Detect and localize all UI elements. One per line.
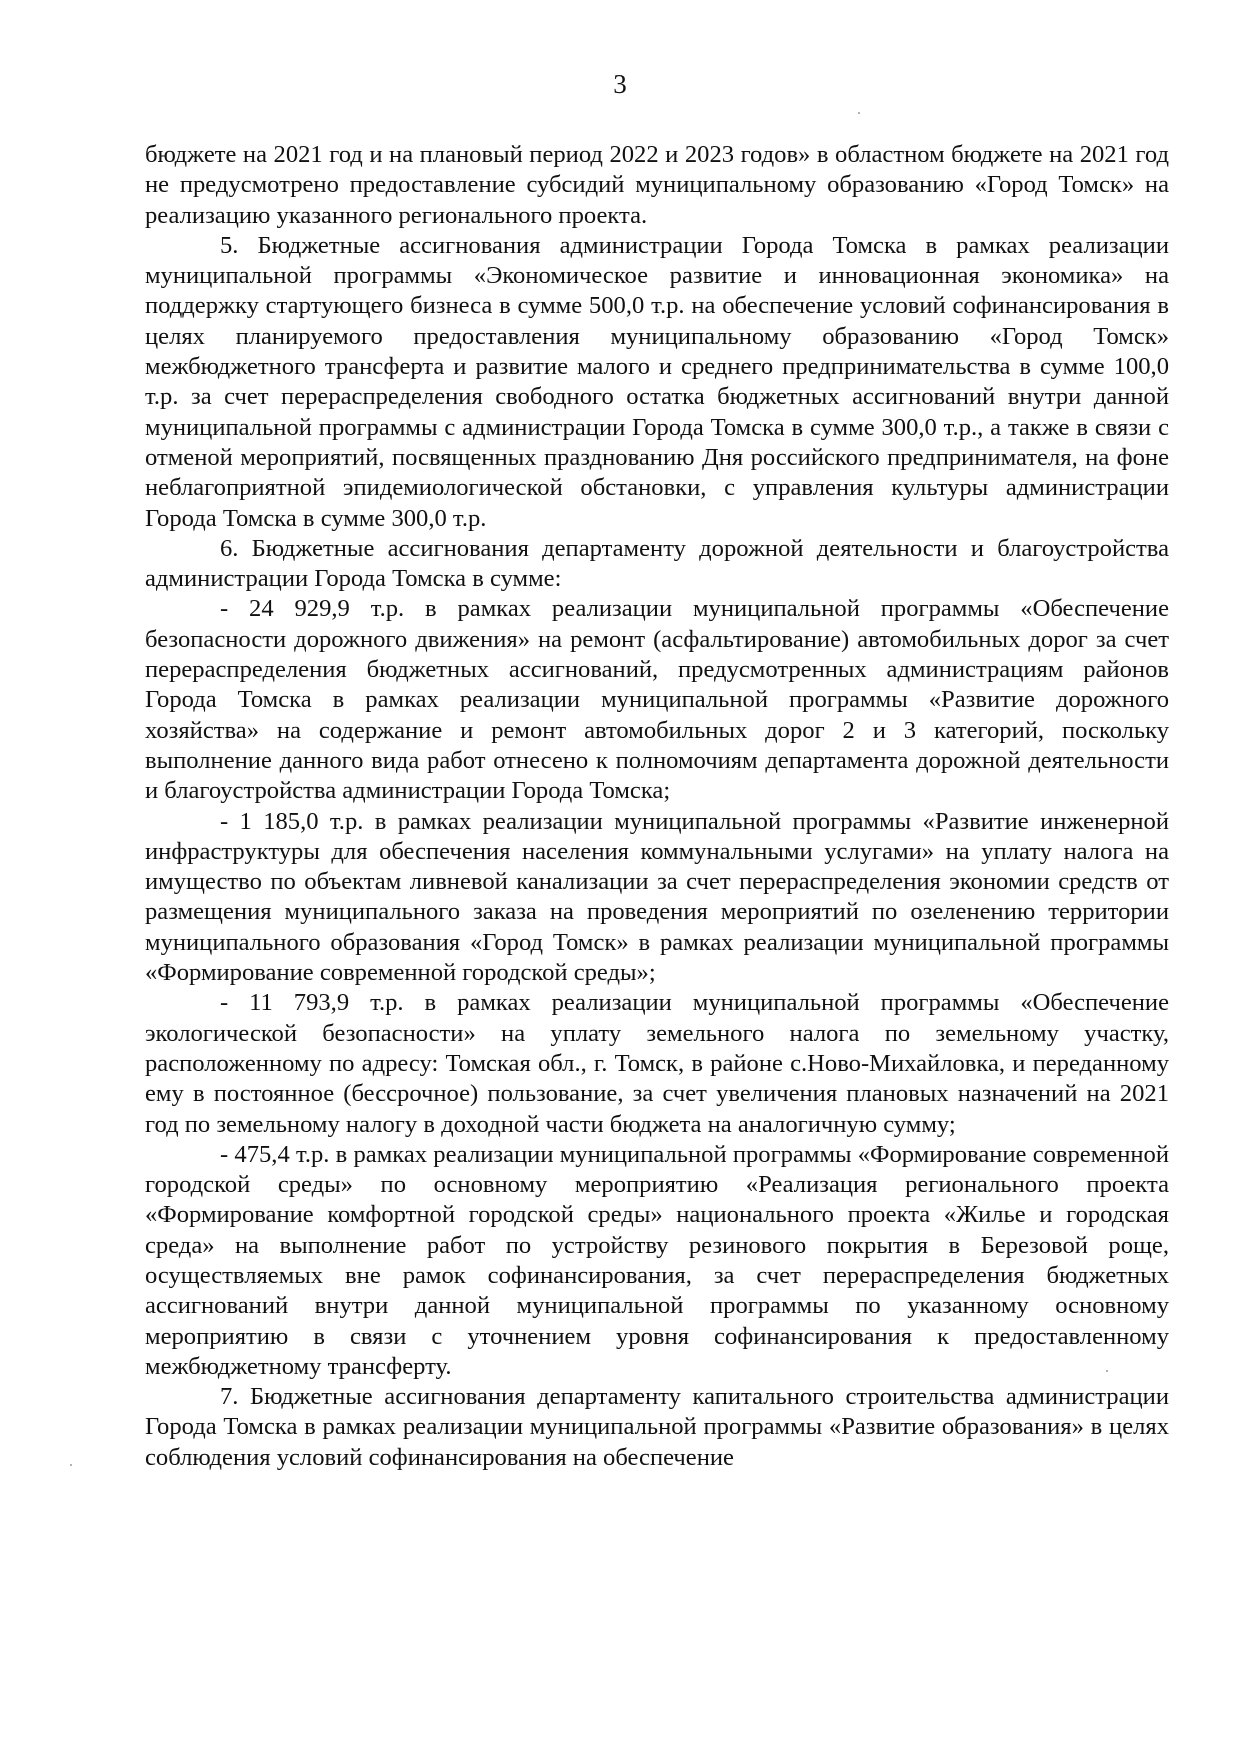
continuation-paragraph: бюджете на 2021 год и на плановый период 2022 и 2023 годов» в областном бюджете на 2021 год не предусмотрено предоставление субсидий муниципальному образованию «Город Томск» на реализацию указанного регионального проекта. — [145, 141, 1169, 229]
paragraph-item-7: 7. Бюджетные ассигнования департаменту капитального строительства администрации Города Томска в рамках реализации муниципальной программы «Развитие образования» в целях соблюдения условий софинансирования на обеспечение — [145, 1383, 1169, 1471]
document-body — [145, 140, 1169, 1473]
scan-speck — [70, 1464, 72, 1466]
list-item-road-repair: - 24 929,9 т.р. в рамках реализации муниципальной программы «Обеспечение безопасности дорожного движения» на ремонт (асфальтирование) автомобильных дорог за счет перераспределения бюджетных ассигнований, предусмотренных администрациям районов Города Томска в рамках реализации муниципальной программы «Развитие дорожного хозяйства» на содержание и ремонт автомобильных дорог 2 и 3 категорий, поскольку выполнение данного вида работ отнесено к полномочиям департамента дорожной деятельности и благоустройства администрации Города Томска; — [145, 595, 1169, 805]
list-item-property-tax: - 1 185,0 т.р. в рамках реализации муниципальной программы «Развитие инженерной инфраструктуры для обеспечения населения коммунальными услугами» на уплату налога на имущество по объектам ливневой канализации за счет перераспределения экономии средств от размещения муниципального заказа на проведения мероприятий по озеленению территории муниципального образования «Город Томск» в рамках реализации муниципальной программы «Формирование современной городской среды»; — [145, 807, 1169, 987]
scan-speck — [1106, 1370, 1108, 1372]
paragraph-item-6: 6. Бюджетные ассигнования департаменту дорожной деятельности и благоустройства администрации Города Томска в сумме: — [145, 534, 1169, 593]
list-item-rubber-coating: - 475,4 т.р. в рамках реализации муниципальной программы «Формирование современной городской среды» по основному мероприятию «Реализация регионального проекта «Формирование комфортной городской среды» национального проекта «Жилье и городская среда» на выполнение работ по устройству резинового покрытия в Березовой роще, осуществляемых вне рамок софинансирования, за счет перераспределения бюджетных ассигнований внутри данной муниципальной программы по указанному основному мероприятию в связи с уточнением уровня софинансирования к предоставленному межбюджетному трансферту. — [145, 1140, 1169, 1380]
scan-speck — [858, 112, 860, 114]
list-item-land-tax: - 11 793,9 т.р. в рамках реализации муниципальной программы «Обеспечение экологической безопасности» на уплату земельного налога по земельному участку, расположенному по адресу: Томская обл., г. Томск, в районе с.Ново-Михайловка, и переданному ему в постоянное (бессрочное) пользование, за счет увеличения плановых назначений на 2021 год по земельному налогу в доходной части бюджета на аналогичную сумму; — [145, 989, 1169, 1138]
page-number: 3 — [613, 69, 627, 99]
paragraph-item-5: 5. Бюджетные ассигнования администрации Города Томска в рамках реализации муниципальной программы «Экономическое развитие и инновационная экономика» на поддержку стартующего бизнеса в сумме 500,0 т.р. на обеспечение условий софинансирования в целях планируемого предоставления муниципальному образованию «Город Томск» межбюджетного трансферта и развитие малого и среднего предпринимательства в сумме 100,0 т.р. за счет перераспределения свободного остатка бюджетных ассигнований внутри данной муниципальной программы с администрации Города Томска в сумме 300,0 т.р., а также в связи с отменой мероприятий, посвященных празднованию Дня российского предпринимателя, на фоне неблагоприятной эпидемиологической обстановки, с управления культуры администрации Города Томска в сумме 300,0 т.р. — [145, 231, 1169, 532]
